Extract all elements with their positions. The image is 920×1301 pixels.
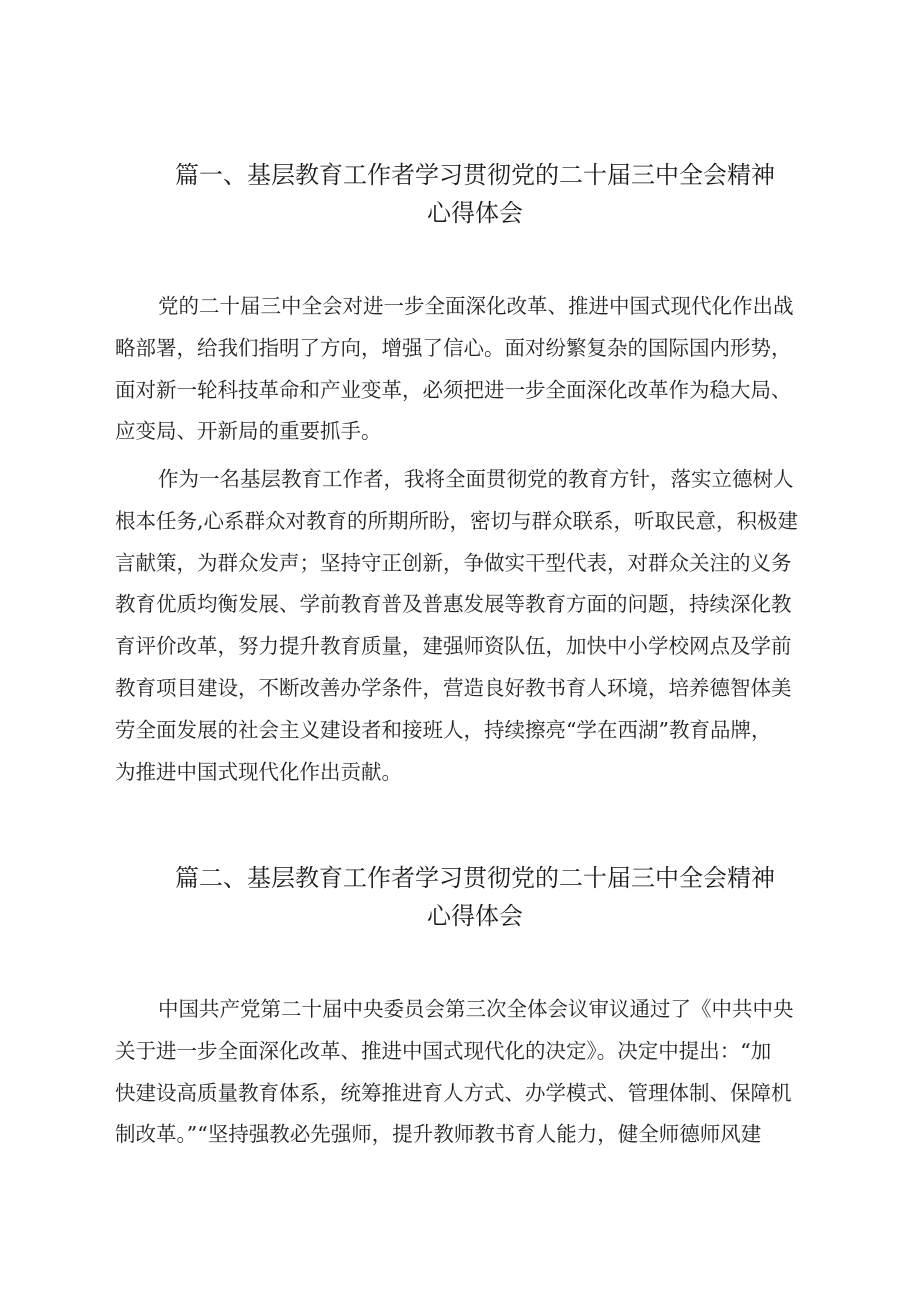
section1-title-line2: 心得体会: [427, 199, 523, 227]
text-line: 作为一名基层教育工作者，我将全面贯彻党的教育方针，落实立德树人: [158, 467, 794, 491]
text-line: 制改革。”“坚持强教必先强师，提升教师教书育人能力，健全师德师风建: [115, 1122, 762, 1147]
section1-title-line1: 篇一、基层教育工作者学习贯彻党的二十届三中全会精神: [175, 161, 775, 189]
text-line: 应变局、开新局的重要抓手。: [115, 419, 382, 444]
text-line: 言献策，为群众发声；坚持守正创新，争做实干型代表，对群众关注的义务: [115, 550, 792, 575]
text-line: 面对新一轮科技革命和产业变革，必须把进一步全面深化改革作为稳大局、: [115, 377, 792, 402]
section2-title-line2: 心得体会: [427, 902, 523, 930]
section2-title: [120, 859, 830, 935]
text-line: 中国共产党第二十届中央委员会第三次全体会议审议通过了《中共中央: [158, 997, 794, 1021]
text-line: 劳全面发展的社会主义建设者和接班人，持续擦亮“学在西湖”教育品牌，: [115, 717, 772, 742]
text-line: 教育项目建设，不断改善办学条件，营造良好教书育人环境，培养德智体美: [115, 675, 792, 700]
text-line: 快建设高质量教育体系，统筹推进育人方式、办学模式、管理体制、保障机: [115, 1080, 792, 1105]
text-line: 关于进一步全面深化改革、推进中国式现代化的决定》。决定中提出：“加: [115, 1038, 772, 1063]
section1-paragraph1: [115, 286, 833, 453]
text-line: 教育优质均衡发展、学前教育普及普惠发展等教育方面的问题，持续深化教: [115, 592, 792, 617]
section2-title-line1: 篇二、基层教育工作者学习贯彻党的二十届三中全会精神: [175, 864, 775, 892]
text-line: 党的二十届三中全会对进一步全面深化改革、推进中国式现代化作出战: [158, 294, 794, 318]
text-line: 略部署，给我们指明了方向，增强了信心。面对纷繁复杂的国际国内形势，: [115, 335, 792, 360]
section1-paragraph2: [115, 459, 833, 793]
text-line: 根本任务,心系群众对教育的所期所盼，密切与群众联系，听取民意，积极建: [115, 508, 799, 533]
text-line: 育评价改革，努力提升教育质量，建强师资队伍，加快中小学校网点及学前: [115, 634, 792, 659]
text-line: 为推进中国式现代化作出贡献。: [115, 759, 402, 784]
section2-paragraph1: [115, 989, 833, 1156]
section1-title: [120, 156, 830, 232]
